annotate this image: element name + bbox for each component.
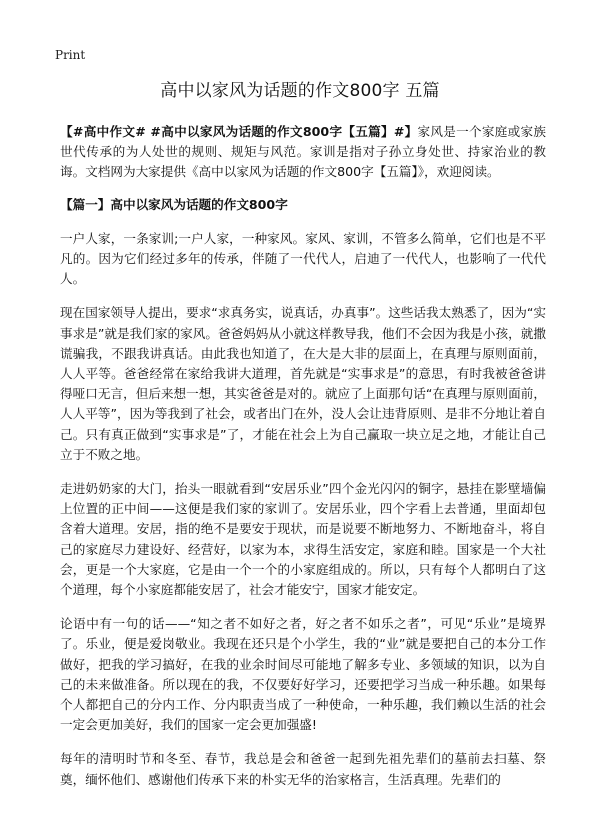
body-paragraph-3: 走进奶奶家的大门，抬头一眼就看到“安居乐业”四个金光闪闪的铜字，悬挂在影壁墙偏上位置的正中间——这便是我们家的家训了。安居乐业，四个字看上去普通，里面却包含着大道理。安居，指的绝不是要安于现状，而是说要不断地努力、不断地奋斗，将自己的家庭尽力建设好、经营好，以家为本，求得生活安定，家庭和睦。国家是一个大社会，更是一个大家庭，它是由一个一个的小家庭组成的。所以，只有每个人都明白了这个道理，每个小家庭都能安居了，社会才能安宁，国家才能安定。 [60, 481, 546, 598]
body-paragraph-4: 论语中有一句的话——“知之者不如好之者，好之者不如乐之者”，可见“乐业”是境界了。乐业，便是爱岗敬业。我现在还只是个小学生，我的“业”就是要把自己的本分工作做好，把我的学习搞好，在我的业余时间尽可能地了解多专业、多领域的知识，以为自己的未来做准备。所以现在的我，不仅要好好学习，还要把学习当成一种乐趣。如果每个人都把自己的分内工作、分内职责当成了一种使命，一种乐趣，我们赖以生活的社会一定会更加美好，我们的国家一定会更加强盛! [60, 616, 546, 733]
intro-paragraph [60, 122, 546, 183]
article-body [60, 122, 546, 804]
page-title: 高中以家风为话题的作文800字 五篇 [160, 81, 440, 101]
body-paragraph-5: 每年的清明时节和冬至、春节，我总是会和爸爸一起到先祖先辈们的墓前去扫墓、祭奠，缅怀他们、感谢他们传承下来的朴实无华的治家格言，生活真理。先辈们的 [60, 751, 546, 787]
print-label: Print [55, 48, 86, 62]
body-paragraph-2: 现在国家领导人提出，要求“求真务实，说真话，办真事”。这些话我太熟悉了，因为“实事求是”就是我们家的家风。爸爸妈妈从小就这样教导我，他们不会因为我是小孩，就撒谎骗我，不跟我讲真话。由此我也知道了，在大是大非的层面上，在真理与原则面前，人人平等。爸爸经常在家给我讲大道理，首先就是“实事求是”的意思，有时我被爸爸讲得哑口无言，但后来想一想，其实爸爸是对的。就应了上面那句话“在真理与原则面前，人人平等”，因为等我到了社会，或者出门在外，没人会让违背原则、是非不分地让着自己。只有真正做到“实事求是”了，才能在社会上为自己赢取一块立足之地，才能让自己立于不败之地。 [60, 305, 546, 462]
body-paragraph-1: 一户人家，一条家训;一户人家，一种家风。家风、家训，不管多么简单，它们也是不平凡的。因为它们经过多年的传承，伴随了一代代人，启迪了一代代人，也影响了一代代人。 [60, 230, 546, 287]
section-heading: 【篇一】高中以家风为话题的作文800字 [60, 196, 288, 212]
intro-text: 家风是一个家庭或家族世代传承的为人处世的规则、规矩与风范。家训是指对子孙立身处世、持家治业的教诲。文档网为大家提供《高中以家风为话题的作文800字【五篇】》，欢迎阅读。 [60, 124, 546, 180]
intro-tag: 【#高中作文# #高中以家风为话题的作文800字【五篇】#】 [60, 124, 418, 139]
